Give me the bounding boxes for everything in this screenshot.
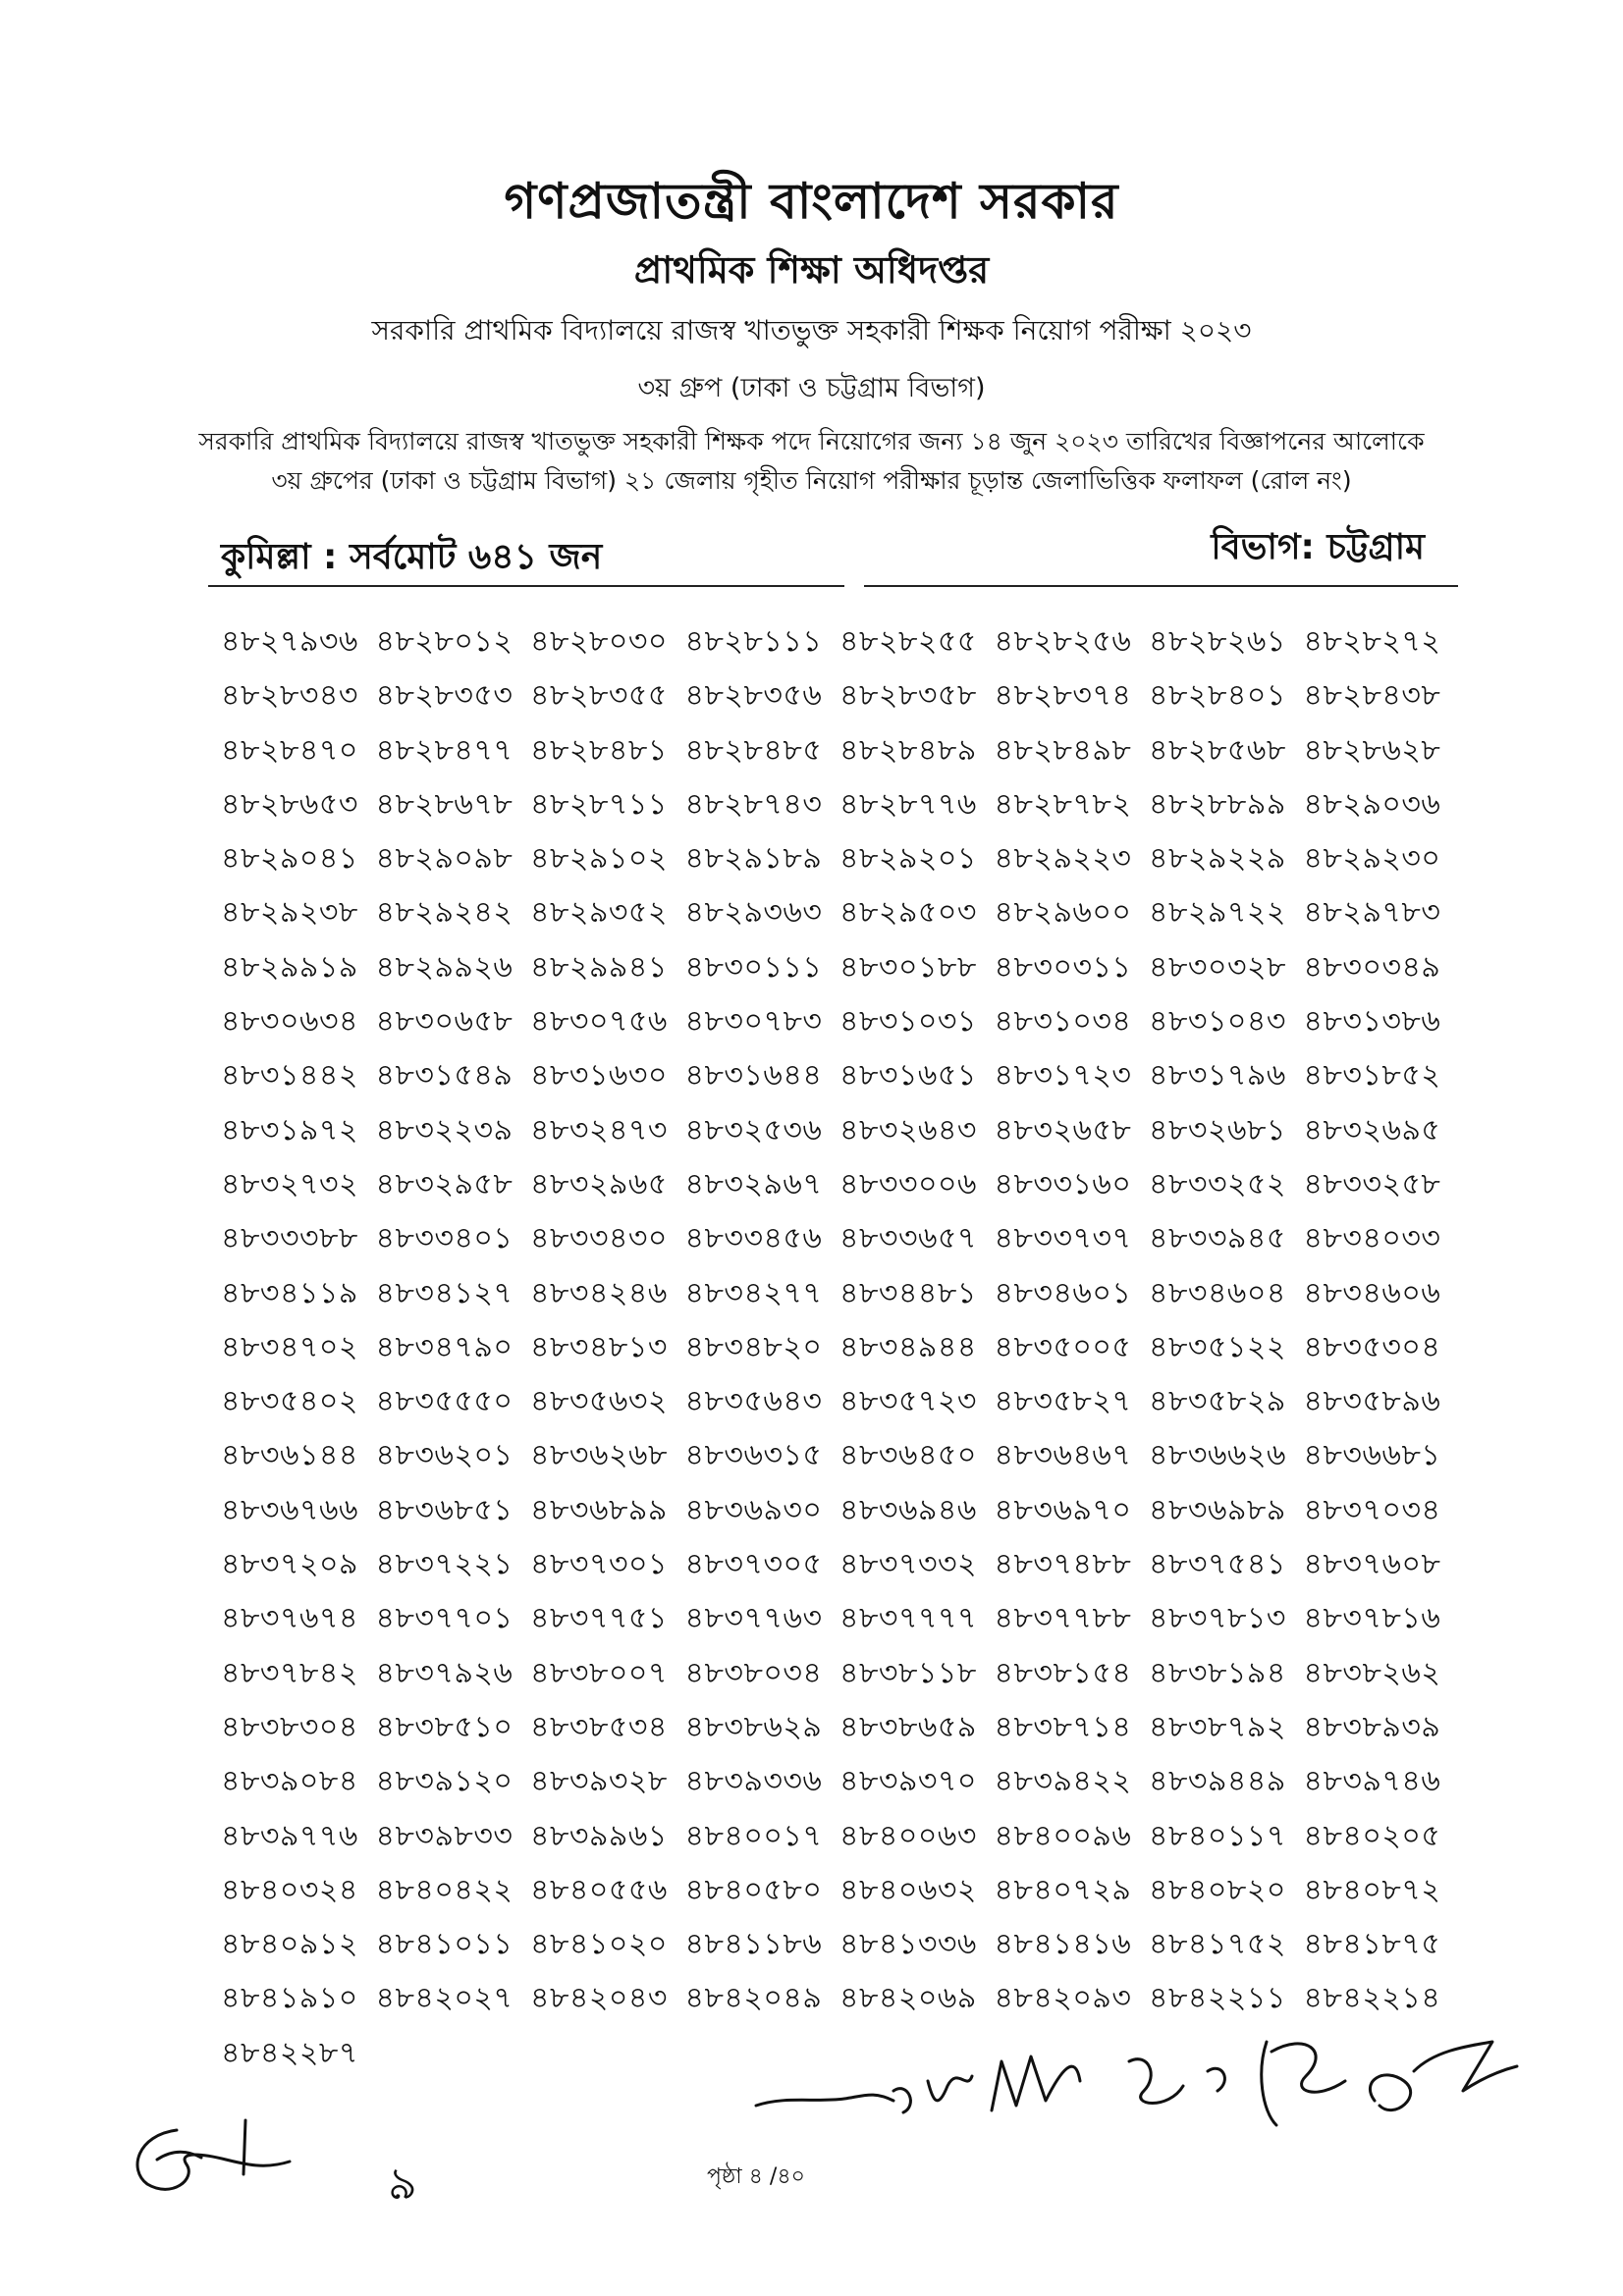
roll-number: ৪৮২৮৩৭৪: [994, 678, 1132, 714]
roll-number: ৪৮৩২৭৩২: [221, 1166, 358, 1201]
roll-number: ৪৮৩৬৮৯৯: [530, 1492, 668, 1527]
roll-number: ৪৮৪১৯১০: [221, 1981, 358, 2016]
roll-number: ৪৮৩২৯৬৫: [530, 1166, 668, 1201]
roll-number: ৪৮৩০৬৩৪: [221, 1004, 358, 1040]
roll-number: ৪৮৩০৩২৮: [1149, 949, 1286, 985]
roll-number: ৪৮২৯০৪১: [221, 841, 358, 877]
group-title: ৩য় গ্রুপ (ঢাকা ও চট্টগ্রাম বিভাগ): [637, 373, 986, 403]
roll-number: ৪৮২৮৮৯৯: [1149, 786, 1286, 822]
roll-number: ৪৮৩৭৬০৮: [1303, 1547, 1441, 1582]
roll-number: ৪৮৩৭৩০১: [530, 1547, 668, 1582]
roll-number: ৪৮৩২২৩৯: [375, 1112, 514, 1148]
roll-number: ৪৮২৯২২৩: [994, 841, 1132, 877]
roll-number: ৪৮৩৭৭৫১: [530, 1601, 668, 1636]
roll-number: ৪৮৩৪৭৯০: [375, 1329, 514, 1364]
roll-number: ৪৮৩১৬৩০: [530, 1058, 668, 1094]
roll-number: ৪৮৩১০৩১: [839, 1004, 977, 1040]
roll-number: ৪৮৪২০৬৯: [839, 1981, 977, 2016]
roll-number: ৪৮৩৭৭৮৮: [994, 1601, 1132, 1636]
roll-number: ৪৮২৯৬০০: [994, 895, 1132, 931]
roll-number: ৪৮৪০৫৫৬: [530, 1872, 668, 1907]
roll-number: ৪৮৩০৩১১: [994, 949, 1132, 985]
roll-number: ৪৮৩৯৮৩৩: [375, 1818, 514, 1853]
roll-number: ৪৮২৭৯৩৬: [221, 624, 358, 659]
roll-number: ৪৮৪০৭২৯: [994, 1872, 1132, 1907]
roll-number: ৪৮৩১০৩৪: [994, 1004, 1132, 1040]
roll-number: ৪৮২৮২৫৬: [994, 624, 1132, 659]
roll-number: ৪৮৪২২১১: [1149, 1981, 1286, 2016]
roll-number: ৪৮৪০১১৭: [1149, 1818, 1286, 1853]
roll-number: ৪৮৪১০১১: [375, 1927, 514, 1962]
roll-number: ৪৮৩৫৭২৩: [839, 1384, 977, 1419]
roll-number: ৪৮৩৭৯২৬: [375, 1655, 514, 1690]
roll-number: ৪৮২৯২২৯: [1149, 841, 1286, 877]
roll-number: ৪৮৩৬৩১৫: [684, 1438, 823, 1473]
roll-number: ৪৮২৯১০২: [530, 841, 668, 877]
signature-center-left: [746, 2052, 982, 2140]
roll-number: ৪৮৩২৬৯৫: [1303, 1112, 1441, 1148]
roll-number: ৪৮৩৭৮১৬: [1303, 1601, 1441, 1636]
roll-number: ৪৮৩৭৮১৩: [1149, 1601, 1286, 1636]
roll-number: ৪৮৩৮৫৩৪: [530, 1709, 668, 1744]
roll-number: ৪৮৩৪২৭৭: [684, 1275, 823, 1310]
roll-number: ৪৮৩৬৯৭০: [994, 1492, 1132, 1527]
roll-number: ৪৮৩৯৯৬১: [530, 1818, 668, 1853]
roll-number: ৪৮৩৮৫১০: [375, 1709, 514, 1744]
roll-number: ৪৮৩৪৬০১: [994, 1275, 1132, 1310]
roll-number: ৪৮৩৬৯৮৯: [1149, 1492, 1286, 1527]
roll-number: ৪৮৩৯০৮৪: [221, 1764, 358, 1799]
roll-number: ৪৮২৯৯১৯: [221, 949, 358, 985]
roll-number: ৪৮৩৯৩৭০: [839, 1764, 977, 1799]
roll-number: ৪৮৪০৮৭২: [1303, 1872, 1441, 1907]
roll-number: ৪৮৩৩৬৫৭: [839, 1221, 977, 1256]
roll-number: ৪৮৩৮১১৮: [839, 1655, 977, 1690]
roll-number: ৪৮২৮০১২: [375, 624, 514, 659]
roll-number: ৪৮৪০৯১২: [221, 1927, 358, 1962]
roll-number: ৪৮৩৫৩০৪: [1303, 1329, 1441, 1364]
roll-number: ৪৮২৮৪৭৭: [375, 732, 514, 768]
roll-number: ৪৮৩৪৭০২: [221, 1329, 358, 1364]
roll-number: ৪৮২৯৭৮৩: [1303, 895, 1441, 931]
roll-number: ৪৮৪০০১৭: [684, 1818, 823, 1853]
roll-number: ৪৮৩৩৪০১: [375, 1221, 514, 1256]
roll-number: ৪৮৩৫১২২: [1149, 1329, 1286, 1364]
district-total: কুমিল্লা : সর্বমোট ৬৪১ জন: [221, 537, 603, 577]
roll-number: ৪৮২৮৪৮৯: [839, 732, 977, 768]
roll-number: ৪৮২৮৩৫৬: [684, 678, 823, 714]
roll-number: ৪৮৩৪৬০৬: [1303, 1275, 1441, 1310]
roll-number: ৪৮৩৮২৬২: [1303, 1655, 1441, 1690]
roll-number: ৪৮৩৬৪৬৭: [994, 1438, 1132, 1473]
roll-number: ৪৮২৮২৬১: [1149, 624, 1286, 659]
roll-number: ৪৮৩০৬৫৮: [375, 1004, 514, 1040]
roll-number: ৪৮৪২০৪৩: [530, 1981, 668, 2016]
roll-number: ৪৮৩৬৯৪৬: [839, 1492, 977, 1527]
roll-number: ৪৮৩১৫৪৯: [375, 1058, 514, 1094]
roll-number: ৪৮৩৭২০৯: [221, 1547, 358, 1582]
government-heading: গণপ্রজাতন্ত্রী বাংলাদেশ সরকার: [504, 173, 1119, 230]
roll-number: ৪৮৪০০৯৬: [994, 1818, 1132, 1853]
roll-number: ৪৮৩৫৪০২: [221, 1384, 358, 1419]
roll-number: ৪৮৩৮০৩৪: [684, 1655, 823, 1690]
roll-number: ৪৮৩৪৮১৩: [530, 1329, 668, 1364]
roll-number: ৪৮৪০৬৩২: [839, 1872, 977, 1907]
roll-number: ৪৮৩৩৪৩০: [530, 1221, 668, 1256]
roll-number: ৪৮৪২০২৭: [375, 1981, 514, 2016]
roll-number: ৪৮৩০৭৮৩: [684, 1004, 823, 1040]
roll-number: ৪৮৩১৭২৩: [994, 1058, 1132, 1094]
roll-number: ৪৮২৮৭১১: [530, 786, 668, 822]
roll-number: ৪৮৩২৫৩৬: [684, 1112, 823, 1148]
roll-number: ৪৮৩১৬৫১: [839, 1058, 977, 1094]
roll-number: ৪৮২৮৭৮২: [994, 786, 1132, 822]
roll-number: ৪৮৪১০২০: [530, 1927, 668, 1962]
roll-number: ৪৮৩৬৯৩০: [684, 1492, 823, 1527]
roll-number: ৪৮২৯২৩৮: [221, 895, 358, 931]
roll-number: ৪৮৩৬৬৮১: [1303, 1438, 1441, 1473]
roll-number: ৪৮৪০৪২২: [375, 1872, 514, 1907]
exam-title: সরকারি প্রাথমিক বিদ্যালয়ে রাজস্ব খাতভুক্ত সহকারী শিক্ষক নিয়োগ পরীক্ষা ২০২৩: [371, 314, 1252, 347]
roll-number: ৪৮৩৯৩২৮: [530, 1764, 668, 1799]
roll-number: ৪৮৩২৬৫৮: [994, 1112, 1132, 1148]
roll-number: ৪৮৩১৯৭২: [221, 1112, 358, 1148]
roll-number: ৪৮৩১৮৫২: [1303, 1058, 1441, 1094]
roll-number: ৪৮৩৩২৫২: [1149, 1166, 1286, 1201]
directorate-heading: প্রাথমিক শিক্ষা অধিদপ্তর: [633, 248, 990, 292]
roll-number: ৪৮৪১৩৩৬: [839, 1927, 977, 1962]
margin-mark: ৯: [388, 2157, 417, 2210]
roll-number: ৪৮৩৩৭৩৭: [994, 1221, 1132, 1256]
roll-number: ৪৮২৯৯২৬: [375, 949, 514, 985]
roll-number: ৪৮২৮৬৭৮: [375, 786, 514, 822]
roll-number: ৪৮৪০২০৫: [1303, 1818, 1441, 1853]
roll-number: ৪৮২৮৪০১: [1149, 678, 1286, 714]
roll-number: ৪৮৪১৭৫২: [1149, 1927, 1286, 1962]
roll-number: ৪৮২৮৬৫৩: [221, 786, 358, 822]
roll-number: ৪৮৩৪৬০৪: [1149, 1275, 1286, 1310]
roll-number: ৪৮৩৫৬৪৩: [684, 1384, 823, 1419]
roll-number: ৪৮৩৭৭৬৩: [684, 1601, 823, 1636]
description-line-2: ৩য় গ্রুপের (ঢাকা ও চট্টগ্রাম বিভাগ) ২১ জেলায় গৃহীত নিয়োগ পরীক্ষার চূড়ান্ত জেলাভিত্তিক ফলাফল (রোল নং): [271, 466, 1352, 495]
roll-number: ৪৮৩৯১২০: [375, 1764, 514, 1799]
roll-number-grid: [221, 622, 1458, 2088]
roll-number: ৪৮২৯২০১: [839, 841, 977, 877]
roll-number: ৪৮৩৮১৫৪: [994, 1655, 1132, 1690]
roll-number: ৪৮৩৯৪২২: [994, 1764, 1132, 1799]
roll-number: ৪৮২৯৯৪১: [530, 949, 668, 985]
roll-number: ৪৮৩৩৯৪৫: [1149, 1221, 1286, 1256]
roll-number: ৪৮৩২৪৭৩: [530, 1112, 668, 1148]
roll-number: ৪৮৩৭৩৩২: [839, 1547, 977, 1582]
roll-number: ৪৮২৮৭৪৩: [684, 786, 823, 822]
roll-number: ৪৮২৯৫০৩: [839, 895, 977, 931]
roll-number: ৪৮৩০৩৪৯: [1303, 949, 1441, 985]
roll-number: ৪৮৩৭৮৪২: [221, 1655, 358, 1690]
roll-number: ৪৮৩১০৪৩: [1149, 1004, 1286, 1040]
roll-number: ৪৮২৯২৪২: [375, 895, 514, 931]
roll-number: ৪৮৩৫৮২৯: [1149, 1384, 1286, 1419]
roll-number: ৪৮২৮৪৭০: [221, 732, 358, 768]
roll-number: ৪৮৩৪১২৭: [375, 1275, 514, 1310]
roll-number: ৪৮৩০১৮৮: [839, 949, 977, 985]
roll-number: ৪৮৩৮৯৩৯: [1303, 1709, 1441, 1744]
signature-left: [118, 2091, 314, 2209]
roll-number: ৪৮৩৩১৬০: [994, 1166, 1132, 1201]
roll-number: ৪৮৩২৯৬৭: [684, 1166, 823, 1201]
roll-number: ৪৮৪০৫৮০: [684, 1872, 823, 1907]
roll-number: ৪৮৩২৬৮১: [1149, 1112, 1286, 1148]
roll-number: ৪৮৩৮০০৭: [530, 1655, 668, 1690]
roll-number: ৪৮৩৮৩০৪: [221, 1709, 358, 1744]
roll-number: ৪৮২৮২৫৫: [839, 624, 977, 659]
roll-number: ৪৮৩৭৬৭৪: [221, 1601, 358, 1636]
roll-number: ৪৮৩১৩৮৬: [1303, 1004, 1441, 1040]
roll-number: ৪৮৩৯৭৪৬: [1303, 1764, 1441, 1799]
roll-number: ৪৮২৮৩৫৩: [375, 678, 514, 714]
roll-number: ৪৮৩৬২৬৮: [530, 1438, 668, 1473]
roll-number: ৪৮২৮৩৪৩: [221, 678, 358, 714]
roll-number: ৪৮২৯৩৫২: [530, 895, 668, 931]
page-number: পৃষ্ঠা ৪ /৪০: [707, 2164, 805, 2189]
roll-number: ৪৮২৮৩৫৮: [839, 678, 977, 714]
roll-number: ৪৮৩৬২০১: [375, 1438, 514, 1473]
roll-number: ৪৮২৮৭৭৬: [839, 786, 977, 822]
roll-number: ৪৮২৮২৭২: [1303, 624, 1441, 659]
description-line-1: সরকারি প্রাথমিক বিদ্যালয়ে রাজস্ব খাতভুক্ত সহকারী শিক্ষক পদে নিয়োগের জন্য ১৪ জুন ২০২৩ তারিখের বিজ্ঞাপনের আলোকে: [198, 427, 1425, 455]
roll-number: ৪৮৪২০৪৯: [684, 1981, 823, 2016]
roll-number: ৪৮২৮১১১: [684, 624, 823, 659]
roll-number: ৪৮৩৪২৪৬: [530, 1275, 668, 1310]
roll-number: ৪৮৪২২৮৭: [221, 2035, 358, 2070]
roll-number: ৪৮২৯১৮৯: [684, 841, 823, 877]
roll-number: ৪৮৩৭০৩৪: [1303, 1492, 1441, 1527]
roll-number: ৪৮৩৫৬৩২: [530, 1384, 668, 1419]
roll-number: ৪৮৩৩৪৫৬: [684, 1221, 823, 1256]
roll-number: ৪৮৪২০৯৩: [994, 1981, 1132, 2016]
roll-number: ৪৮২৮৫৬৮: [1149, 732, 1286, 768]
roll-number: ৪৮২৮৪৮১: [530, 732, 668, 768]
roll-number: ৪৮৩১৪৪২: [221, 1058, 358, 1094]
roll-number: ৪৮৩৩২৫৮: [1303, 1166, 1441, 1201]
roll-number: ৪৮৩৫৫৫০: [375, 1384, 514, 1419]
roll-number: ৪৮৩৭৪৮৮: [994, 1547, 1132, 1582]
roll-number: ৪৮৩২৬৪৩: [839, 1112, 977, 1148]
roll-number: ৪৮৪০০৬৩: [839, 1818, 977, 1853]
roll-number: ৪৮২৯৭২২: [1149, 895, 1286, 931]
roll-number: ৪৮৩৪১১৯: [221, 1275, 358, 1310]
roll-number: ৪৮৩৪৪৮১: [839, 1275, 977, 1310]
roll-number: ৪৮৩৮৭৯২: [1149, 1709, 1286, 1744]
roll-number: ৪৮২৮৪৮৫: [684, 732, 823, 768]
roll-number: ৪৮৪১৮৭৫: [1303, 1927, 1441, 1962]
roll-number: ৪৮৩৬৪৫০: [839, 1438, 977, 1473]
roll-number: ৪৮৩৬৭৬৬: [221, 1492, 358, 1527]
roll-number: ৪৮৪২২১৪: [1303, 1981, 1441, 2016]
roll-number: ৪৮২৯৩৬৩: [684, 895, 823, 931]
roll-number: ৪৮৩৭৩০৫: [684, 1547, 823, 1582]
roll-number: ৪৮৩৩০০৬: [839, 1166, 977, 1201]
roll-number: ৪৮২৮৪৯৮: [994, 732, 1132, 768]
roll-number: ৪৮২৯২৩০: [1303, 841, 1441, 877]
roll-number: ৪৮২৮৩৫৫: [530, 678, 668, 714]
roll-number: ৪৮৩০১১১: [684, 949, 823, 985]
roll-number: ৪৮৪১১৮৬: [684, 1927, 823, 1962]
roll-number: ৪৮৩৮৭১৪: [994, 1709, 1132, 1744]
roll-number: ৪৮৪১৪১৬: [994, 1927, 1132, 1962]
roll-number: ৪৮৪০৩২৪: [221, 1872, 358, 1907]
roll-number: ৪৮২৯০৯৮: [375, 841, 514, 877]
roll-number: ৪৮২৯০৩৬: [1303, 786, 1441, 822]
roll-number: ৪৮৩৪৮২০: [684, 1329, 823, 1364]
roll-number: ৪৮৩৯৪৪৯: [1149, 1764, 1286, 1799]
roll-number: ৪৮৩৮৬২৯: [684, 1709, 823, 1744]
divider-right: [864, 585, 1458, 587]
roll-number: ৪৮৩৯৭৭৬: [221, 1818, 358, 1853]
roll-number: ৪৮৩৫০০৫: [994, 1329, 1132, 1364]
divider-left: [208, 585, 844, 587]
roll-number: ৪৮৩৬৮৫১: [375, 1492, 514, 1527]
roll-number: ৪৮৩২৯৫৮: [375, 1166, 514, 1201]
signature-right: [1237, 2012, 1532, 2150]
division-label: বিভাগ: চট্টগ্রাম: [1211, 527, 1425, 567]
roll-number: ৪৮৩৭৫৪১: [1149, 1547, 1286, 1582]
roll-number: ৪৮৩৩৩৮৮: [221, 1221, 358, 1256]
roll-number: ৪৮৩৪০৩৩: [1303, 1221, 1441, 1256]
roll-number: ৪৮২৮০৩০: [530, 624, 668, 659]
roll-number: ৪৮৩৭২২১: [375, 1547, 514, 1582]
roll-number: ৪৮৩৭৭০১: [375, 1601, 514, 1636]
roll-number: ৪৮৩৪৯৪৪: [839, 1329, 977, 1364]
roll-number: ৪৮৩৬১৪৪: [221, 1438, 358, 1473]
roll-number: ৪৮৩৭৭৭৭: [839, 1601, 977, 1636]
roll-number: ৪৮৩৬৬২৬: [1149, 1438, 1286, 1473]
roll-number: ৪৮২৮৪৩৮: [1303, 678, 1441, 714]
roll-number: ৪৮৩১৭৯৬: [1149, 1058, 1286, 1094]
roll-number: ৪৮৩৫৮২৭: [994, 1384, 1132, 1419]
roll-number: ৪৮৩৮১৯৪: [1149, 1655, 1286, 1690]
roll-number: ৪৮৩৯৩৩৬: [684, 1764, 823, 1799]
roll-number: ৪৮৩৮৬৫৯: [839, 1709, 977, 1744]
roll-number: ৪৮৩১৬৪৪: [684, 1058, 823, 1094]
roll-number: ৪৮২৮৬২৮: [1303, 732, 1441, 768]
roll-number: ৪৮৪০৮২০: [1149, 1872, 1286, 1907]
roll-number: ৪৮৩০৭৫৬: [530, 1004, 668, 1040]
roll-number: ৪৮৩৫৮৯৬: [1303, 1384, 1441, 1419]
